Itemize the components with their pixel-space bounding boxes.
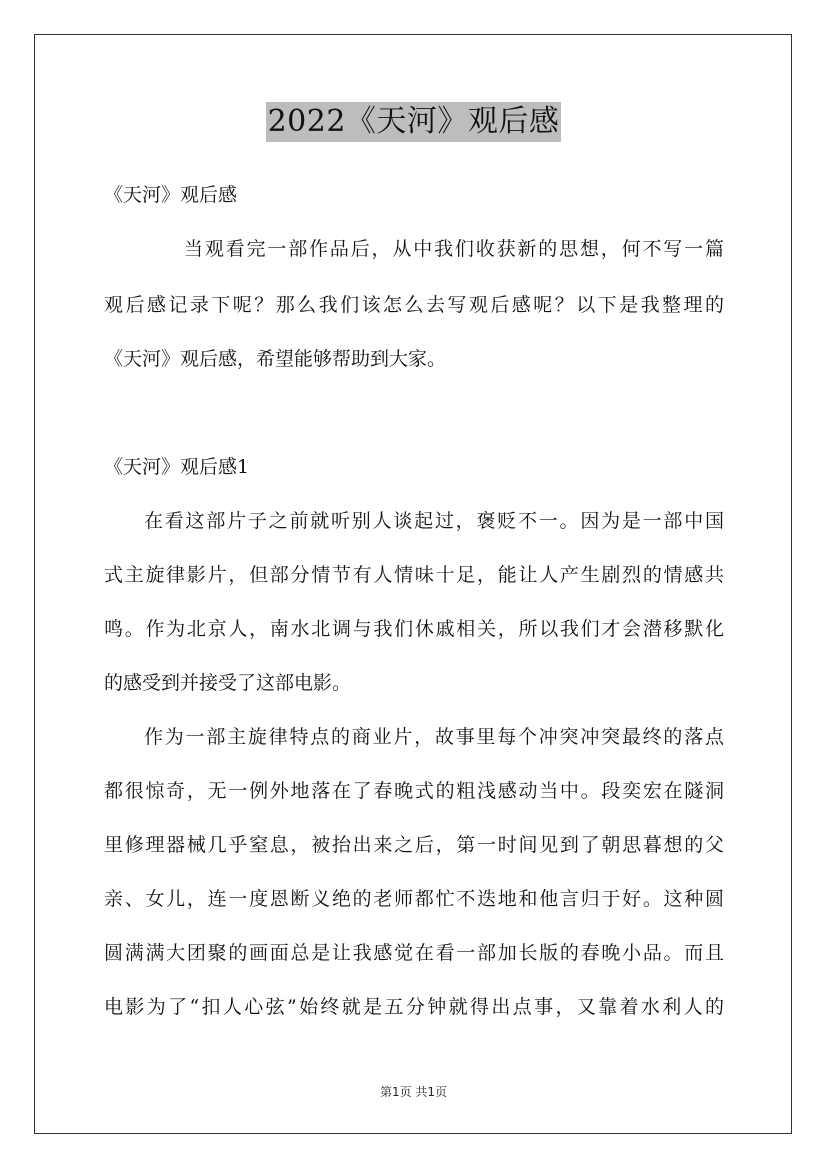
section-heading: 《天河》观后感1: [104, 456, 250, 478]
body-paragraph-line: 作为一部主旋律特点的商业片，故事里每个冲突冲突最终的落点: [144, 726, 724, 748]
body-paragraph-line: 都很惊奇，无一例外地落在了春晚式的粗浅感动当中。段奕宏在隧洞: [104, 780, 724, 802]
document-title: 2022《天河》观后感: [266, 102, 562, 142]
intro-paragraph-line: 观后感记录下呢？那么我们该怎么去写观后感呢？以下是我整理的: [104, 294, 724, 316]
body-paragraph-line: 圆满满大团聚的画面总是让我感觉在看一部加长版的春晚小品。而且: [104, 942, 724, 964]
body-paragraph-line: 电影为了“扣人心弦”始终就是五分钟就得出点事，又靠着水利人的: [104, 996, 724, 1018]
intro-paragraph-line: 当观看完一部作品后，从中我们收获新的思想，何不写一篇: [184, 238, 724, 260]
page-footer: 第1页 共1页: [379, 1085, 448, 1099]
body-paragraph-line: 在看这部片子之前就听别人谈起过，褒贬不一。因为是一部中国: [144, 510, 724, 532]
body-paragraph-line: 式主旋律影片，但部分情节有人情味十足，能让人产生剧烈的情感共: [104, 564, 724, 586]
title-container: [0, 102, 827, 142]
intro-heading: 《天河》观后感: [104, 184, 238, 206]
intro-paragraph-line: 《天河》观后感，希望能够帮助到大家。: [104, 348, 447, 370]
body-paragraph-line: 亲、女儿，连一度恩断义绝的老师都忙不迭地和他言归于好。这种圆: [104, 888, 724, 910]
body-paragraph-line: 里修理器械几乎窒息，被抬出来之后，第一时间见到了朝思暮想的父: [104, 834, 724, 856]
body-paragraph-line: 鸣。作为北京人，南水北调与我们休戚相关，所以我们才会潜移默化: [104, 618, 724, 640]
body-paragraph-line: 的感受到并接受了这部电影。: [104, 672, 352, 694]
